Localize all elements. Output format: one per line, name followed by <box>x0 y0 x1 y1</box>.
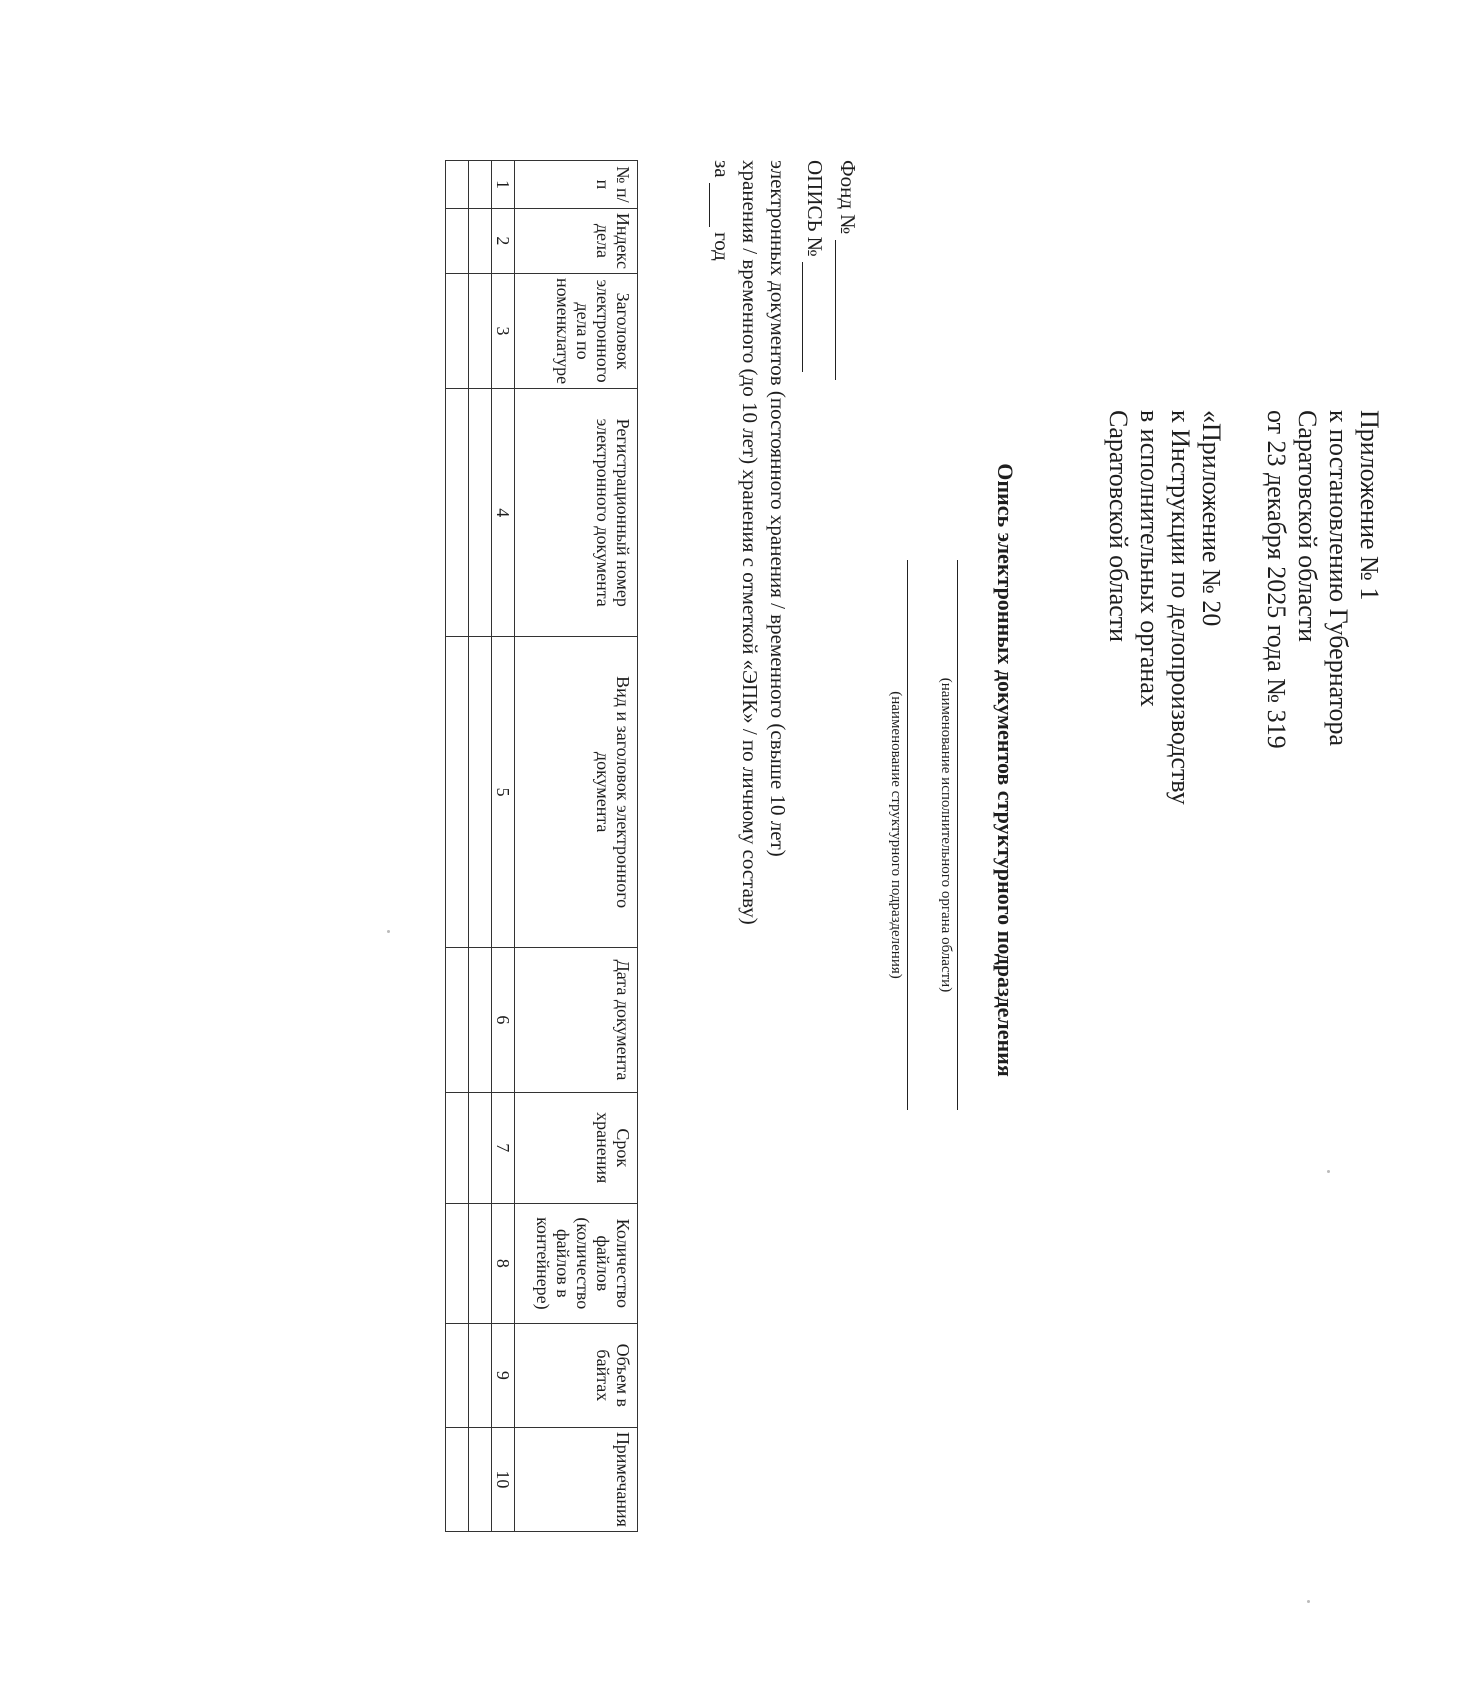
organ-name-hint: (наименование исполнительного органа области) <box>938 677 954 993</box>
column-header: Срок хранения <box>515 1092 638 1203</box>
table-cell <box>446 273 469 388</box>
table-cell <box>446 208 469 273</box>
table-cell <box>446 948 469 1093</box>
opis-row <box>802 160 827 372</box>
column-number: 4 <box>492 389 515 637</box>
table-cell <box>469 208 492 273</box>
appendix-line: к постановлению Губернатора <box>1324 410 1353 747</box>
column-number: 3 <box>492 273 515 388</box>
table-cell <box>446 1092 469 1203</box>
description-line-1: электронных документов (постоянного хранения / временного (свыше 10 лет) <box>766 160 790 857</box>
unit-name-line <box>907 560 908 1110</box>
number-row <box>492 161 515 1532</box>
year-row <box>709 160 734 261</box>
column-number: 2 <box>492 208 515 273</box>
table-cell <box>469 637 492 948</box>
table-cell <box>446 637 469 948</box>
column-header: № п/п <box>515 161 638 209</box>
column-number: 9 <box>492 1323 515 1427</box>
scan-speck <box>1327 1170 1330 1173</box>
table-cell <box>469 1203 492 1323</box>
column-number: 10 <box>492 1427 515 1531</box>
description-line-2: хранения / временного (до 10 лет) хранения с отметкой «ЭПК» / по личному составу) <box>738 160 762 925</box>
scan-speck <box>387 930 390 933</box>
table-cell <box>469 161 492 209</box>
column-header: Объем в байтах <box>515 1323 638 1427</box>
table-cell <box>446 1203 469 1323</box>
attachment-line: Саратовской области <box>1104 410 1133 643</box>
column-header: Количество файлов (количество файлов в контейнере) <box>515 1203 638 1323</box>
god-label: год <box>710 232 734 261</box>
attachment-line: в исполнительных органах <box>1135 410 1164 707</box>
table-cell <box>469 948 492 1093</box>
opis-blank <box>802 262 803 372</box>
scan-speck <box>1307 1600 1310 1603</box>
attachment-line: к Инструкции по делопроизводству <box>1166 410 1195 805</box>
appendix-block <box>1261 410 1385 1010</box>
table-cell <box>446 1427 469 1531</box>
inventory-table <box>445 160 638 1532</box>
fond-row <box>835 160 860 380</box>
column-number: 1 <box>492 161 515 209</box>
table-cell <box>469 1323 492 1427</box>
opis-label: ОПИСЬ № <box>803 160 827 257</box>
table-cell <box>446 161 469 209</box>
document-title: Опись электронных документов структурного подразделения <box>993 463 1018 1077</box>
table-cell <box>446 389 469 637</box>
column-header: Вид и заголовок электронного документа <box>515 637 638 948</box>
table-cell <box>469 1427 492 1531</box>
appendix-line: от 23 декабря 2025 года № 319 <box>1262 410 1291 749</box>
column-header: Заголовок электронного дела по номенклатуре <box>515 273 638 388</box>
column-header: Индекс дела <box>515 208 638 273</box>
fond-blank <box>835 240 836 380</box>
header-row <box>515 161 638 1532</box>
table-cell <box>469 273 492 388</box>
column-header: Дата документа <box>515 948 638 1093</box>
table-cell <box>469 1092 492 1203</box>
za-label: за <box>710 160 734 178</box>
column-number: 6 <box>492 948 515 1093</box>
column-number: 5 <box>492 637 515 948</box>
table-row <box>446 161 469 1532</box>
year-blank <box>709 183 710 227</box>
column-header: Регистрационный номер электронного документа <box>515 389 638 637</box>
column-number: 7 <box>492 1092 515 1203</box>
appendix-line: Саратовской области <box>1293 410 1322 643</box>
attachment-block <box>1103 410 1227 1010</box>
table-cell <box>446 1323 469 1427</box>
appendix-line: Приложение № 1 <box>1355 410 1384 601</box>
fond-label: Фонд № <box>836 160 860 235</box>
column-header: Примечания <box>515 1427 638 1531</box>
table-cell <box>469 389 492 637</box>
attachment-line: «Приложение № 20 <box>1197 410 1226 627</box>
table-row <box>469 161 492 1532</box>
unit-name-hint: (наименование структурного подразделения) <box>888 691 904 979</box>
organ-name-line <box>957 560 958 1110</box>
column-number: 8 <box>492 1203 515 1323</box>
rotated-content <box>350 50 1480 1610</box>
